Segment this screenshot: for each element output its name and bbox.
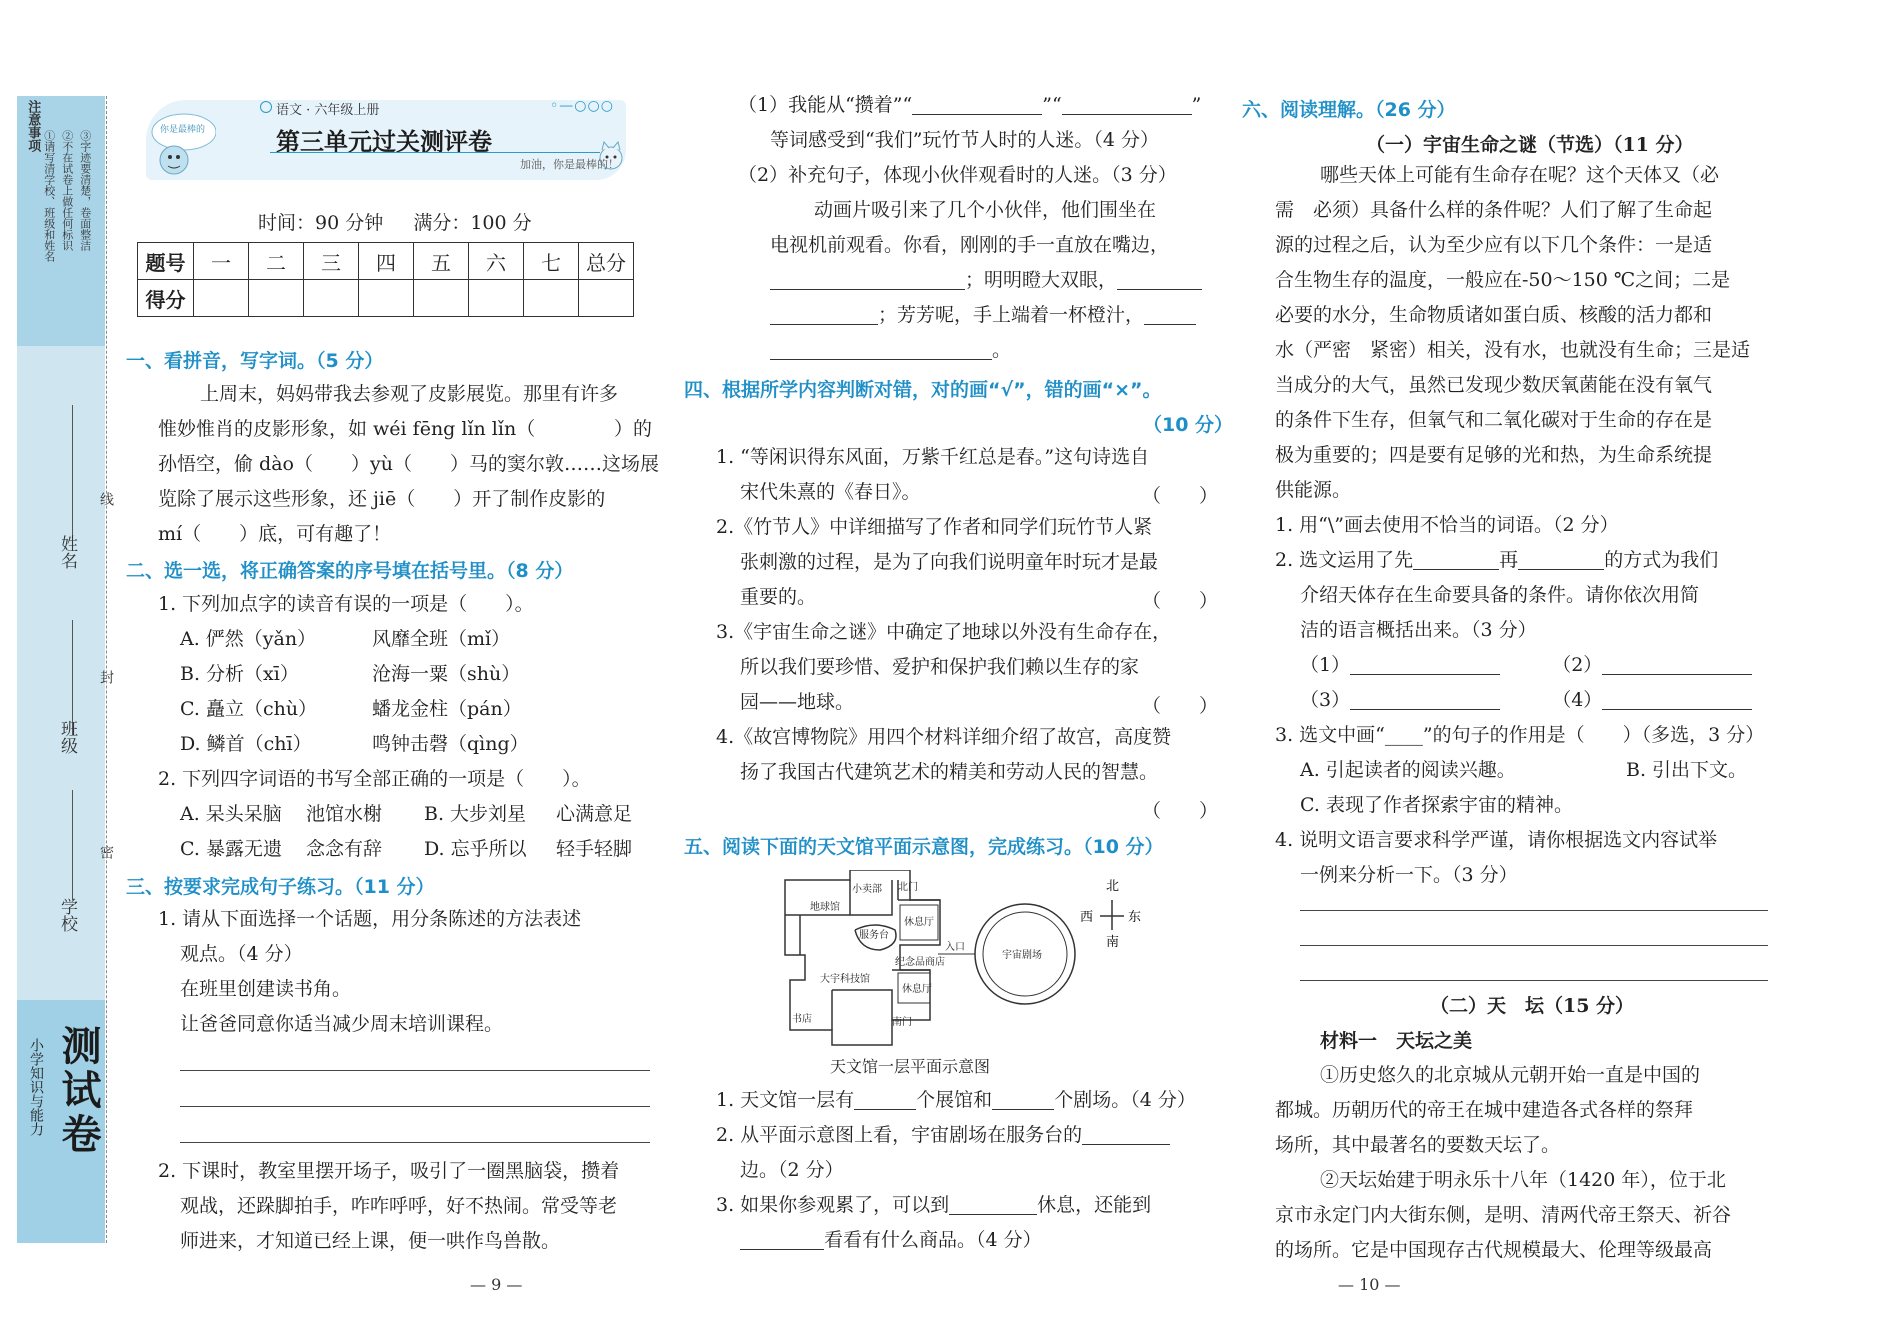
passage-line: 当成分的大气，虽然已发现少数厌氧菌能在没有氧气 <box>1275 374 1713 396</box>
mascot-text: 你是最棒的 <box>160 125 206 135</box>
r-q2-text: 的方式为我们 <box>1604 549 1719 571</box>
notice-item-3: ③字迹要清楚，卷面整洁 <box>78 130 92 251</box>
judge-paren[interactable]: （ ） <box>1142 800 1219 822</box>
map-label: 地球馆 <box>810 902 840 913</box>
s5-q1-text: 1. 天文馆一层有 <box>716 1089 855 1111</box>
cut-mark-line: 线 <box>98 492 114 506</box>
answer-line[interactable] <box>1300 945 1768 946</box>
s5-q1-text: 个展馆和 <box>916 1089 993 1111</box>
s1-line-4: 览除了展示这些形象，还 jiē（ ）开了制作皮影的 <box>158 488 606 510</box>
s4-item-3-line-2: 所以我们要珍惜、爱护和保护我们赖以生存的家 <box>740 656 1140 678</box>
s5-q3-text: 休息，还能到 <box>1037 1194 1152 1216</box>
map-label: 纪念品商店 <box>895 957 945 968</box>
s2-q1-opt-d: D. 鳞首（chī） <box>180 733 312 755</box>
exam-info <box>258 208 532 235</box>
s2-q1-opt-a2: 风靡全班（mǐ） <box>372 628 511 650</box>
map-label: 书店 <box>792 1014 812 1025</box>
mascot-icon <box>146 110 216 180</box>
reading-2-title: （二）天 坛（15 分） <box>1430 995 1635 1017</box>
map-label: 休息厅 <box>902 984 932 995</box>
blank-field[interactable] <box>1602 688 1752 710</box>
s5-q1-text: 个剧场。（4 分） <box>1054 1089 1196 1111</box>
blank-field[interactable] <box>854 1088 916 1110</box>
s5-q3-text: 看看有什么商品。（4 分） <box>824 1229 1042 1251</box>
passage-line: 必要的水分，生命物质诸如蛋白质、核酸的活力都和 <box>1275 304 1713 326</box>
notice-title: 注意事项 <box>25 100 41 152</box>
blank-field[interactable] <box>770 303 878 325</box>
blank-field[interactable] <box>770 338 992 360</box>
r-q4-line-2: 一例来分析一下。（3 分） <box>1300 864 1518 886</box>
score-input-cell[interactable] <box>524 280 579 317</box>
r-q2-text: 再 <box>1499 549 1519 571</box>
s2-q2-opt-a2: 池馆水榭 <box>306 803 383 825</box>
page-title: 第三单元过关测评卷 <box>276 127 492 156</box>
answer-line[interactable] <box>1300 910 1768 911</box>
blank-field[interactable] <box>1350 653 1500 675</box>
section-4-score: （10 分） <box>1143 414 1234 436</box>
notice-item-2: ②不在试卷上做任何标识 <box>60 130 74 251</box>
s5-q3-line-2 <box>740 1223 1042 1258</box>
blank-field[interactable] <box>770 268 965 290</box>
r-q2-text: 2. 选文运用了先 <box>1275 549 1414 571</box>
blank-field[interactable] <box>1413 548 1499 570</box>
s2-q2-opt-d2: 轻手轻脚 <box>556 838 633 860</box>
score-cell: 六 <box>469 243 524 280</box>
map-label: 休息厅 <box>904 917 934 928</box>
class-line <box>72 620 73 735</box>
answer-line[interactable] <box>180 1142 650 1143</box>
section-1-title: 一、看拼音，写字词。（5 分） <box>126 350 384 372</box>
score-table <box>137 242 634 317</box>
summary-row <box>1300 648 1752 683</box>
s2-q2: 2. 下列四字词语的书写全部正确的一项是（ ）。 <box>158 768 591 790</box>
mid-line-7 <box>770 298 1196 333</box>
s3-q1-line-2: 观点。（4 分） <box>180 943 303 965</box>
section-6-title: 六、阅读理解。（26 分） <box>1242 99 1456 121</box>
mid-line-4: 动画片吸引来了几个小伙伴，他们围坐在 <box>814 199 1157 221</box>
header-dots-icon: ◦—○○○ <box>550 98 614 114</box>
mid-line-2: 等词感受到“我们”玩竹节人时的人迷。（4 分） <box>770 129 1160 151</box>
compass-west: 西 <box>1080 910 1094 925</box>
score-input-cell[interactable] <box>249 280 304 317</box>
s3-q1-topic-1: 在班里创建读书角。 <box>180 978 352 1000</box>
summary-label: （4） <box>1552 689 1603 711</box>
score-cell: 三 <box>304 243 359 280</box>
material-line: ①历史悠久的北京城从元朝开始一直是中国的 <box>1320 1064 1701 1086</box>
section-5-title: 五、阅读下面的天文馆平面示意图，完成练习。（10 分） <box>684 836 1164 858</box>
header-tagline: 加油，你是最棒的！ <box>520 158 619 171</box>
exam-time: 时间：90 分钟 <box>258 212 384 234</box>
map-label: 入口 <box>945 942 965 953</box>
r-q3: 3. 选文中画“____”的句子的作用是（ ）（多选，3 分） <box>1275 724 1765 746</box>
section-3-title: 三、按要求完成句子练习。（11 分） <box>126 876 435 898</box>
blank-field[interactable] <box>1602 653 1752 675</box>
cut-mark-secret: 密 <box>98 845 114 859</box>
blank-field[interactable] <box>1062 93 1192 115</box>
s1-line-5: mí（ ）底，可有趣了！ <box>158 523 392 545</box>
s1-line-1: 上周末，妈妈带我去参观了皮影展览。那里有许多 <box>200 383 619 405</box>
summary-label: （2） <box>1552 654 1603 676</box>
answer-line[interactable] <box>1300 980 1768 981</box>
s2-q1-opt-c2: 蟠龙金柱（pán） <box>372 698 522 720</box>
s5-q2-line-2: 边。（2 分） <box>740 1159 844 1181</box>
s4-item-2-line-2: 张刺激的过程，是为了向我们说明童年时玩才是最 <box>740 551 1159 573</box>
s2-q1-opt-a: A. 俨然（yǎn） <box>180 628 317 650</box>
summary-row <box>1300 683 1752 718</box>
r-q3-opt-c: C. 表现了作者探索宇宙的精神。 <box>1300 794 1573 816</box>
material-line: 京市永定门内大街东侧，是明、清两代帝王祭天、祈谷 <box>1275 1204 1732 1226</box>
score-input-cell[interactable] <box>359 280 414 317</box>
r-q4-line-1: 4. 说明文语言要求科学严谨，请你根据选文内容试举 <box>1275 829 1718 851</box>
judge-paren[interactable]: （ ） <box>1142 695 1219 717</box>
s3-q2-line-2: 观战，还跺脚拍手，咋咋呼呼，好不热闹。常受等老 <box>180 1195 618 1217</box>
material-line: 的场所。它是中国现存古代规模最大、伦理等级最高 <box>1275 1239 1713 1261</box>
blank-field[interactable] <box>1117 268 1202 290</box>
header-subject: 语文 · 六年级上册 <box>276 103 380 118</box>
s2-q2-opt-d: D. 忘乎所以 <box>424 838 527 860</box>
school-line <box>72 790 73 900</box>
passage-line: 源的过程之后，认为至少应有以下几个条件：一是适 <box>1275 234 1713 256</box>
passage-line: 需 必须）具备什么样的条件呢？人们了解了生命起 <box>1275 199 1713 221</box>
s2-q2-opt-b2: 心满意足 <box>556 803 633 825</box>
summary-label: （1） <box>1300 654 1351 676</box>
map-label: 服务台 <box>859 930 889 941</box>
s2-q1-opt-d2: 鸣钟击磬（qìng） <box>372 733 529 755</box>
blank-field[interactable] <box>1350 688 1500 710</box>
blank-field[interactable] <box>1082 1123 1170 1145</box>
class-field-label: 班级 <box>57 720 77 754</box>
answer-line[interactable] <box>180 1106 650 1107</box>
r-q3-opt-b: B. 引出下文。 <box>1626 759 1748 781</box>
compass-east: 东 <box>1128 910 1142 925</box>
s4-item-1-line-2: 宋代朱熹的《春日》。 <box>740 481 921 503</box>
passage-line: 供能源。 <box>1275 479 1352 501</box>
s2-q1-opt-b2: 沧海一粟（shù） <box>372 663 521 685</box>
subject-bullet-icon <box>260 101 272 113</box>
section-4-title: 四、根据所学内容判断对错，对的画“√”，错的画“×”。 <box>684 379 1162 401</box>
r-q1: 1. 用“\”画去使用不恰当的词语。（2 分） <box>1275 514 1619 536</box>
s4-item-2-line-3: 重要的。 <box>740 586 817 608</box>
s5-q1 <box>716 1083 1196 1118</box>
passage-line: 水（严密 紧密）相关，没有水，也就没有生命；三是适 <box>1275 339 1751 361</box>
passage-line: 的条件下生存，但氧气和二氧化碳对于生命的存在是 <box>1275 409 1713 431</box>
section-2-title: 二、选一选，将正确答案的序号填在括号里。（8 分） <box>126 560 574 582</box>
score-cell: 五 <box>414 243 469 280</box>
score-table-header-row <box>138 243 634 280</box>
material-line: 都城。历朝历代的帝王在城中建造各式各样的祭拜 <box>1275 1099 1694 1121</box>
r-q2-line-3: 洁的语言概括出来。（3 分） <box>1300 619 1537 641</box>
s1-line-2: 惟妙惟肖的皮影形象，如 wéi fēng lǐn lǐn（ <box>158 418 536 440</box>
mid-line-3: （2）补充句子，体现小伙伴观看时的人迷。（3 分） <box>738 164 1177 186</box>
map-label: 北门 <box>898 882 918 893</box>
compass-icon <box>1080 879 1141 950</box>
compass-north: 北 <box>1106 879 1120 894</box>
answer-line[interactable] <box>180 1070 650 1071</box>
map-label: 小卖部 <box>852 884 882 895</box>
s5-q3-text: 3. 如果你参观累了，可以到 <box>716 1194 950 1216</box>
s2-q1: 1. 下列加点字的读音有误的一项是（ ）。 <box>158 593 534 615</box>
s4-item-1-line-1: 1. “等闲识得东风面，万紫千红总是春。”这句诗选自 <box>716 446 1150 468</box>
blank-field[interactable] <box>1144 303 1196 325</box>
mid-line-6 <box>770 263 1202 298</box>
judge-paren[interactable]: （ ） <box>1142 485 1219 507</box>
r-q2-line-2: 介绍天体存在生命要具备的条件。请你依次用简 <box>1300 584 1700 606</box>
planetarium-floor-plan <box>780 870 1160 1050</box>
map-label: 宇宙剧场 <box>1002 950 1042 961</box>
material-line: ②天坛始建于明永乐十八年（1420 年），位于北 <box>1320 1169 1726 1191</box>
map-caption: 天文馆一层平面示意图 <box>830 1057 991 1076</box>
map-label: 大宇科技馆 <box>820 974 870 985</box>
s2-q2-opt-a: A. 呆头呆脑 <box>180 803 282 825</box>
r-q3-opt-a: A. 引起读者的阅读兴趣。 <box>1300 759 1516 781</box>
blank-field[interactable] <box>949 1193 1037 1215</box>
brand-big-text: 测试卷 <box>55 1025 101 1157</box>
passage-line: 哪些天体上可能有生命存在呢？这个天体又（必 <box>1320 164 1720 186</box>
reading-1-title: （一）宇宙生命之谜（节选）（11 分） <box>1366 134 1694 156</box>
s3-q1-line-1: 1. 请从下面选择一个话题，用分条陈述的方法表述 <box>158 908 582 930</box>
page-number-right: — 10 — <box>1338 1275 1401 1294</box>
s1-line-2-tail: ）的 <box>614 418 653 440</box>
score-input-cell[interactable] <box>194 280 249 317</box>
notice-item-1: ①请写清学校、班级和姓名 <box>42 130 56 262</box>
score-table-score-row <box>138 280 634 317</box>
exam-full-score: 满分：100 分 <box>413 212 532 234</box>
header-rule <box>270 152 600 153</box>
s5-q2-text: 2. 从平面示意图上看，宇宙剧场在服务台的 <box>716 1124 1083 1146</box>
s4-item-2-line-1: 2.《竹节人》中详细描写了作者和同学们玩竹节人紧 <box>716 516 1153 538</box>
judge-paren[interactable]: （ ） <box>1142 590 1219 612</box>
score-cell: 一 <box>194 243 249 280</box>
summary-label: （3） <box>1300 689 1351 711</box>
map-label: 南门 <box>892 1017 912 1028</box>
s4-item-4-line-2: 扬了我国古代建筑艺术的精美和劳动人民的智慧。 <box>740 761 1159 783</box>
s1-line-3: 孙悟空，偷 dào（ ）yù（ ）马的窦尔敦……这场展 <box>158 453 659 475</box>
material-1-title: 材料一 天坛之美 <box>1320 1030 1473 1052</box>
score-cell: 题号 <box>138 243 194 280</box>
blank-field[interactable] <box>992 1088 1054 1110</box>
cut-mark-seal: 封 <box>98 670 114 684</box>
blank-field[interactable] <box>740 1228 824 1250</box>
page-number-left: — 9 — <box>470 1275 523 1294</box>
s4-item-3-line-1: 3.《宇宙生命之谜》中确定了地球以外没有生命存在， <box>716 621 1172 643</box>
score-input-cell[interactable] <box>579 280 634 317</box>
school-field-label: 学校 <box>57 898 77 932</box>
s2-q1-opt-b: B. 分析（xī） <box>180 663 299 685</box>
score-cell: 二 <box>249 243 304 280</box>
s3-q2-line-3: 师进来，才知道已经上课，便一哄作鸟兽散。 <box>180 1230 561 1252</box>
s4-item-4-line-1: 4.《故宫博物院》用四个材料详细介绍了故宫，高度赞 <box>716 726 1172 748</box>
s2-q2-opt-c: C. 暴露无遗 <box>180 838 282 860</box>
mid-line-1: （1）我能从“攒着”“ ”“ ” <box>738 94 1202 116</box>
score-row-label: 得分 <box>138 280 194 317</box>
compass-south: 南 <box>1106 935 1120 950</box>
r-q2 <box>1275 543 1718 578</box>
material-line: 场所，其中最著名的要数天坛了。 <box>1275 1134 1561 1156</box>
score-input-cell[interactable] <box>304 280 359 317</box>
score-cell: 七 <box>524 243 579 280</box>
mid-line-7-text: ；芳芳呢，手上端着一杯橙汁， <box>878 304 1145 326</box>
passage-line: 极为重要的；四是要有足够的光和热，为生命系统提 <box>1275 444 1713 466</box>
s3-q2-line-1: 2. 下课时，教室里摆开场子，吸引了一圈黑脑袋，攒着 <box>158 1160 620 1182</box>
blank-field[interactable] <box>1518 548 1604 570</box>
s4-item-3-line-3: 园——地球。 <box>740 691 855 713</box>
s3-q1-topic-2: 让爸爸同意你适当减少周末培训课程。 <box>180 1013 504 1035</box>
mid-line-6-text: ；明明瞪大双眼， <box>965 269 1118 291</box>
s2-q2-opt-b: B. 大步刘星 <box>424 803 527 825</box>
blank-field[interactable] <box>912 93 1042 115</box>
name-field-label: 姓名 <box>57 535 77 569</box>
passage-line: 合生物生存的温度，一般应在-50～150 ℃之间；二是 <box>1275 269 1731 291</box>
name-line <box>72 405 73 550</box>
s5-q3 <box>716 1188 1151 1223</box>
mid-line-1-text: （1）我能从“攒着”“ <box>738 94 913 116</box>
score-input-cell[interactable] <box>469 280 524 317</box>
mid-line-8: 。 <box>770 333 1011 368</box>
score-cell: 总分 <box>579 243 634 280</box>
mid-line-5: 电视机前观看。你看，刚刚的手一直放在嘴边， <box>770 234 1170 256</box>
score-input-cell[interactable] <box>414 280 469 317</box>
s2-q1-opt-c: C. 矗立（chù） <box>180 698 318 720</box>
s5-q2 <box>716 1118 1170 1153</box>
brand-small-text: 小学知识与能力 <box>28 1038 44 1136</box>
s2-q2-opt-c2: 念念有辞 <box>306 838 383 860</box>
score-cell: 四 <box>359 243 414 280</box>
